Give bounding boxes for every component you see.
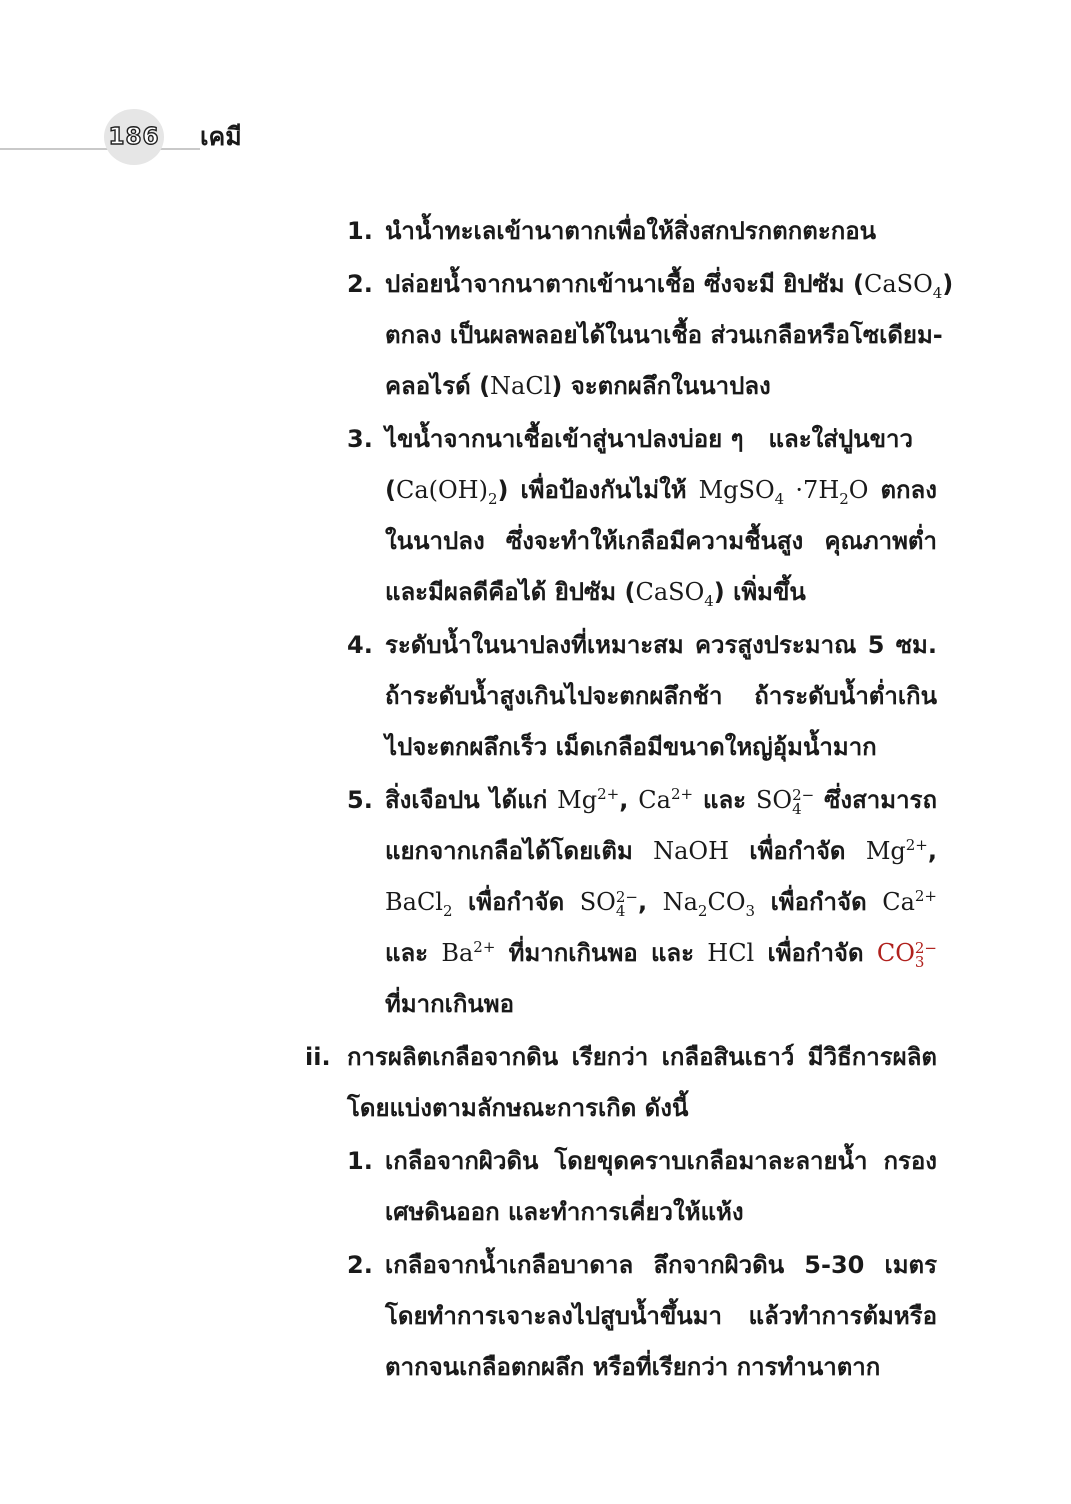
running-header-title: เคมี [200, 122, 242, 151]
list-number: 1. [347, 217, 373, 245]
list-number: 2. [347, 270, 373, 298]
chem-ion: $Mg^{2+}$ [557, 785, 620, 814]
text-line: การผลิตเกลือจากดิน เรียกว่า เกลือสินเธาว์ มีวิธีการผลิต [347, 1043, 937, 1071]
chem-formula: CaSO$_4$ [863, 270, 943, 302]
chem-formula: MgSO$_4$ $\cdot 7H_2O$ [698, 476, 869, 508]
text-line: ตากจนเกลือตกผลึก หรือที่เรียกว่า การทำนาตาก [385, 1353, 881, 1381]
text-line: เศษดินออก และทำการเคี่ยวให้แห้ง [385, 1198, 744, 1226]
chem-ion: $Ca^{2+}$ [882, 887, 937, 916]
chem-formula: $Na_2CO_3$ [662, 888, 756, 920]
text-line: แยกจากเกลือได้โดยเติม NaOH เพื่อกำจัด $Mg^{2+}$, [385, 836, 937, 865]
list-number: 3. [347, 425, 373, 453]
text-line: โดยแบ่งตามลักษณะการเกิด ดังนี้ [347, 1094, 689, 1122]
text-line: นำน้ำทะเลเข้านาตากเพื่อให้สิ่งสกปรกตกตะกอน [385, 217, 877, 245]
text-line: ที่มากเกินพอ [385, 990, 515, 1018]
text-line: ถ้าระดับน้ำสูงเกินไปจะตกผลึกช้า ถ้าระดับน้ำต่ำเกิน [385, 682, 937, 710]
text-line: เกลือจากน้ำเกลือบาดาล ลึกจากผิวดิน 5-30 เมตร [385, 1251, 937, 1279]
text-line: โดยทำการเจาะลงไปสูบน้ำขึ้นมา แล้วทำการต้มหรือ [385, 1302, 937, 1330]
chem-formula: CaSO$_4$ [635, 578, 714, 610]
section-number: ii. [305, 1043, 331, 1071]
list-number: 4. [347, 631, 373, 659]
page-number-badge [104, 109, 164, 165]
text-line: เกลือจากผิวดิน โดยขุดคราบเกลือมาละลายน้ำ กรอง [385, 1147, 937, 1175]
chem-ion: $Ba^{2+}$ [441, 938, 496, 967]
chem-ion: SO 2− 4 [755, 785, 815, 818]
text-line: และมีผลดีคือได้ ยิปซัม (CaSO$_4$) เพิ่มขึ้น [385, 578, 806, 610]
list-number: 2. [347, 1251, 373, 1279]
chem-formula: $Ca(OH)_2$ [395, 476, 498, 508]
list-number: 1. [347, 1147, 373, 1175]
text-line: คลอไรด์ (NaCl) จะตกผลึกในนาปลง [385, 372, 771, 400]
page-number: 186 [108, 124, 160, 150]
chem-formula: BaCl$_2$ [385, 888, 453, 920]
chem-formula: NaCl [490, 372, 552, 400]
text-line: ไขน้ำจากนาเชื้อเข้าสู่นาปลงบ่อย ๆ และใส่ปูนขาว [385, 425, 913, 453]
text-line: $(Ca(OH)_2)$ เพื่อป้องกันไม่ให้ MgSO$_4$ $\cdot 7H_2O$ ตกลง [385, 476, 937, 508]
text-line: ตกลง เป็นผลพลอยได้ในนาเชื้อ ส่วนเกลือหรือโซเดียม- [385, 321, 943, 349]
text-line: และ $Ba^{2+}$ ที่มากเกินพอ และ HCl เพื่อกำจัด CO 2− 3 [385, 938, 938, 971]
text-line: สิ่งเจือปน ได้แก่ $Mg^{2+}$, $Ca^{2+}$ และ SO 2− 4 ซึ่งสามารถ [385, 785, 937, 818]
chem-ion-highlighted: CO 2− 3 [876, 938, 938, 971]
header-rule [0, 148, 200, 150]
text-line: ไปจะตกผลึกเร็ว เม็ดเกลือมีขนาดใหญ่อุ้มน้ำมาก [385, 733, 877, 761]
text-line: ในนาปลง ซึ่งจะทำให้เกลือมีความชื้นสูง คุณภาพต่ำ [385, 527, 937, 555]
chem-formula: NaOH [653, 837, 730, 865]
chem-ion: $Ca^{2+}$ [638, 785, 694, 814]
chem-ion: $Mg^{2+}$ [865, 836, 928, 865]
list-number: 5. [347, 786, 373, 814]
text-line: BaCl$_2$ เพื่อกำจัด SO 2− 4 , $Na_2CO_3$ เพื่อกำจัด $Ca^{2+}$ [385, 887, 937, 920]
text-line: ระดับน้ำในนาปลงที่เหมาะสม ควรสูงประมาณ 5 ซม. [385, 631, 937, 659]
chem-formula: HCl [707, 939, 755, 967]
text-line: ปล่อยน้ำจากนาตากเข้านาเชื้อ ซึ่งจะมี ยิปซัม (CaSO$_4$) [385, 270, 954, 302]
chem-ion: SO 2− 4 [579, 887, 638, 920]
